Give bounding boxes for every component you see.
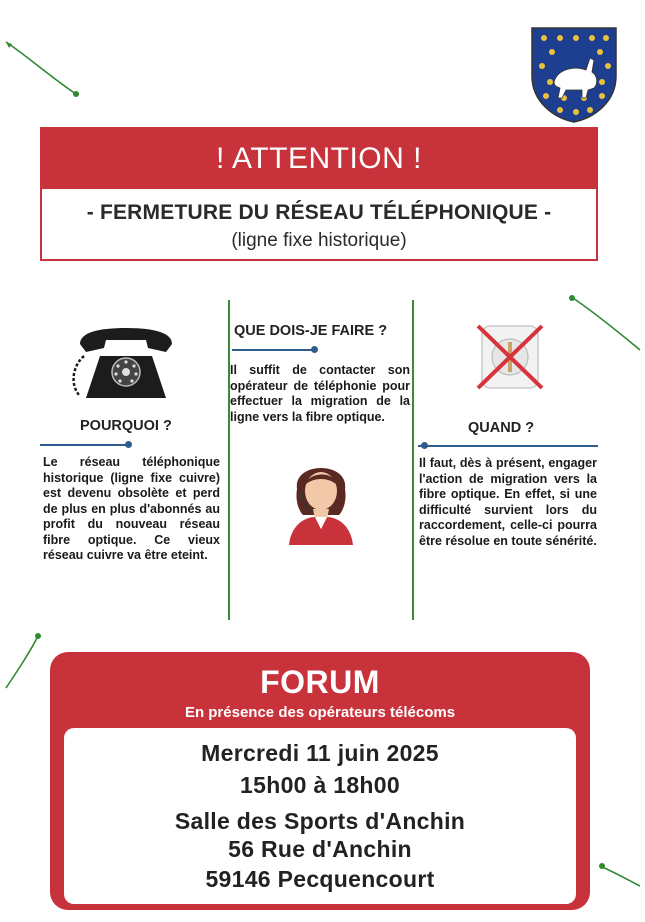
forum-time: 15h00 à 18h00	[240, 772, 400, 798]
old-telephone-icon	[70, 326, 182, 406]
column-divider-left	[228, 300, 230, 620]
que-faire-text: Il suffit de contacter son opérateur de téléphonie pour effectuer la migration de la ligne vers la fibre optique.	[230, 363, 410, 424]
quand-rule	[418, 445, 598, 447]
forum-date: Mercredi 11 juin 2025	[201, 740, 439, 766]
closure-subheading: (ligne fixe historique)	[231, 230, 407, 251]
forum-subtitle: En présence des opérateurs télécoms	[184, 704, 456, 721]
column-divider-right	[412, 300, 414, 620]
que-faire-heading: QUE DOIS-JE FAIRE ?	[234, 323, 388, 339]
coat-of-arms-logo	[528, 24, 620, 124]
leaf-sprig-decoration	[2, 38, 82, 100]
attention-banner	[40, 127, 598, 261]
no-phone-socket-icon	[472, 322, 548, 392]
leaf-sprig-decoration	[596, 860, 644, 892]
forum-details-card	[64, 728, 576, 904]
forum-venue: Salle des Sports d'Anchin	[174, 808, 466, 834]
quand-heading: QUAND ?	[468, 420, 535, 436]
closure-heading: - FERMETURE DU RÉSEAU TÉLÉPHONIQUE -	[86, 201, 552, 224]
quand-text: Il faut, dès à présent, engager l'action de migration vers la fibre optique. En effet, si une difficulté survient lors du raccordement, celle-ci pourra être résolue en toute sénérité.	[419, 456, 597, 548]
forum-panel	[50, 652, 590, 910]
leaf-sprig-decoration	[2, 632, 42, 692]
pourquoi-rule-dot	[125, 441, 132, 448]
forum-title: FORUM	[260, 664, 380, 700]
forum-street: 56 Rue d'Anchin	[228, 836, 412, 862]
operator-agent-icon	[283, 455, 359, 547]
pourquoi-rule	[40, 444, 128, 446]
que-faire-rule-dot	[311, 346, 318, 353]
attention-title: ! ATTENTION !	[216, 142, 422, 175]
que-faire-rule	[232, 349, 314, 351]
leaf-sprig-decoration	[566, 292, 644, 354]
forum-city: 59146 Pecquencourt	[205, 866, 435, 892]
quand-rule-dot	[421, 442, 428, 449]
attention-title-bar	[42, 129, 596, 189]
pourquoi-text: Le réseau téléphonique historique (ligne fixe cuivre) est devenu obsolète et perd de plus en plus d'abonnés au profit du nouveau réseau fibre optique. Ce vieux réseau cuivre va être eteint.	[43, 455, 220, 562]
pourquoi-heading: POURQUOI ?	[80, 418, 172, 434]
